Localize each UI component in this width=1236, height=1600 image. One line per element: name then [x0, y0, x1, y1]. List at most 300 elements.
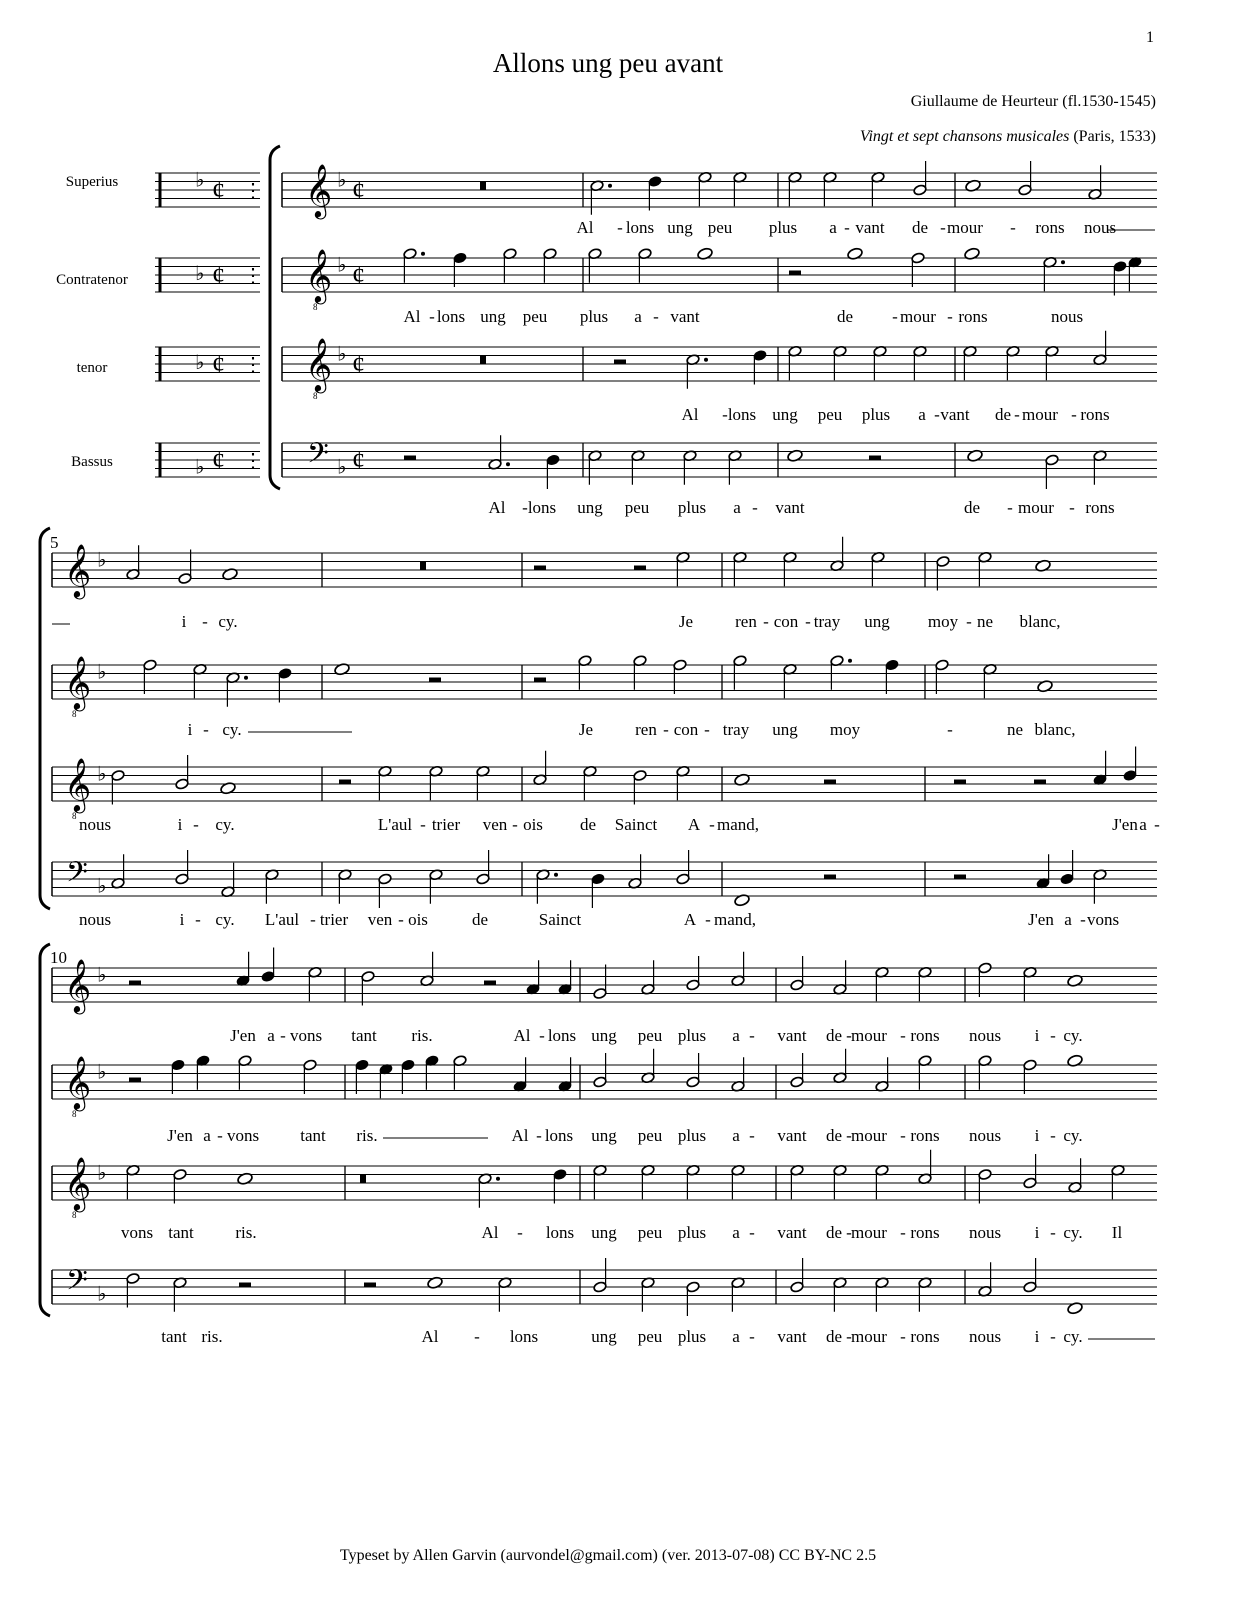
half-note — [175, 873, 189, 885]
lyric-syllable: a — [1139, 815, 1147, 834]
quarter-note — [401, 1059, 415, 1071]
lyric-syllable: plus — [677, 1026, 707, 1045]
lyric-syllable: ne — [976, 612, 994, 631]
lyric-syllable: mour — [851, 1223, 887, 1242]
lyric-syllable: ung — [591, 1026, 617, 1045]
lyric-syllable: - — [536, 1126, 542, 1145]
lyric-syllable: i — [181, 612, 187, 631]
half-note — [476, 873, 490, 885]
half-note — [911, 252, 925, 264]
lyric-syllable: - — [900, 1126, 906, 1145]
treble-clef: 𝄞 — [64, 657, 92, 708]
lyric-syllable: - — [900, 1223, 906, 1242]
half-note — [175, 778, 189, 790]
half-rest — [534, 678, 546, 683]
lyric-syllable: ris. — [201, 1327, 223, 1346]
flat-sign: ♭ — [195, 169, 205, 192]
lyric-syllable: mour — [947, 218, 983, 237]
lyric-syllable: peu — [637, 1223, 663, 1242]
lyric-syllable: a — [733, 498, 741, 517]
source-credit — [860, 128, 1156, 145]
lyric-syllable: - — [429, 307, 435, 326]
lyric-syllable: nous — [968, 1026, 1002, 1045]
half-note — [790, 1076, 804, 1088]
octave-marker: 8 — [72, 811, 77, 821]
flat-sign: ♭ — [97, 964, 107, 987]
lyric-syllable: ung — [591, 1223, 617, 1242]
lyric-syllable: tant — [161, 1327, 187, 1346]
mensuration-sign: ⋮ — [243, 450, 263, 472]
lyric-syllable: peu — [522, 307, 548, 326]
half-note — [978, 962, 992, 974]
lyric-syllable: - — [846, 1126, 852, 1145]
lyric-syllable: a — [1064, 910, 1072, 929]
lyric-syllable: vons — [289, 1026, 323, 1045]
lyric-syllable: - — [900, 1026, 906, 1045]
cut-time-sign: ¢ — [212, 176, 225, 205]
flat-sign: ♭ — [97, 661, 107, 684]
lyric-syllable: - — [900, 1327, 906, 1346]
lyric-syllable: peu — [624, 498, 650, 517]
half-note — [935, 659, 949, 671]
lyric-syllable: - — [203, 720, 209, 739]
lyric-syllable: Il — [1111, 1223, 1123, 1242]
source-publication: (Paris, 1533) — [1069, 128, 1156, 145]
lyric-syllable: - — [846, 1026, 852, 1045]
lyric-syllable: rons — [958, 307, 988, 326]
half-note — [111, 770, 125, 782]
lyric-syllable: nous — [968, 1327, 1002, 1346]
octave-marker: 8 — [313, 302, 318, 312]
lyric-syllable: lons — [509, 1327, 539, 1346]
half-rest — [364, 1283, 376, 1288]
lyric-syllable: peu — [707, 218, 733, 237]
system-bracket — [40, 944, 50, 1316]
lyric-syllable: - — [846, 1223, 852, 1242]
half-note — [126, 1273, 140, 1285]
voice-name-tenor: tenor — [76, 360, 108, 376]
half-rest — [824, 780, 836, 785]
half-note — [1018, 184, 1032, 196]
mensuration-sign: ⋮ — [243, 354, 263, 376]
cut-time-sign: ¢ — [212, 446, 225, 475]
flat-sign: ♭ — [97, 763, 107, 786]
lyric-syllable: vons — [226, 1126, 260, 1145]
bass-clef: 𝄢 — [66, 858, 88, 895]
lyric-syllable: Al — [511, 1126, 529, 1145]
quarter-note — [648, 176, 662, 188]
lyric-syllable: rons — [1080, 405, 1110, 424]
half-rest — [129, 1078, 141, 1083]
lyric-syllable: Al — [681, 405, 699, 424]
lyric-syllable: ung — [591, 1126, 617, 1145]
lyric-syllable: de — [579, 815, 597, 834]
lyric-syllable: mour — [900, 307, 936, 326]
voice-name-bassus: Bassus — [71, 454, 113, 470]
lyric-syllable: Al — [576, 218, 594, 237]
lyric-syllable: nous — [78, 815, 112, 834]
augmentation-dot — [506, 462, 510, 466]
lyric-syllable: mour — [1022, 405, 1058, 424]
half-rest — [429, 678, 441, 683]
treble-clef: 𝄞 — [64, 545, 92, 596]
lyric-syllable: vant — [777, 1126, 807, 1145]
lyric-syllable: - — [805, 612, 811, 631]
lyric-syllable: tant — [300, 1126, 326, 1145]
lyric-syllable: - — [1007, 498, 1013, 517]
lyric-syllable: rons — [910, 1126, 940, 1145]
lyric-syllable: - — [1050, 1327, 1056, 1346]
lyric-syllable: a — [203, 1126, 211, 1145]
lyric-syllable: de — [963, 498, 981, 517]
lyric-syllable: - — [310, 910, 316, 929]
flat-sign: ♭ — [97, 1283, 107, 1306]
lyric-syllable: - — [1071, 405, 1077, 424]
augmentation-dot — [244, 676, 248, 680]
lyric-syllable: tant — [351, 1026, 377, 1045]
lyric-syllable: L'aul — [377, 815, 413, 834]
half-note — [676, 873, 690, 885]
augmentation-dot — [848, 659, 852, 663]
half-note — [633, 770, 647, 782]
quarter-note — [753, 350, 767, 362]
lyric-syllable: - — [844, 218, 850, 237]
lyric-syllable: i — [179, 910, 185, 929]
half-note — [686, 1076, 700, 1088]
lyric-syllable: ne — [1006, 720, 1024, 739]
lyric-syllable: rons — [910, 1327, 940, 1346]
octave-marker: 8 — [72, 709, 77, 719]
lyric-syllable: - — [704, 720, 710, 739]
lyric-syllable: - — [749, 1126, 755, 1145]
lyric-syllable: moy — [829, 720, 861, 739]
lyric-syllable: cy. — [1063, 1327, 1083, 1346]
lyric-syllable: - — [1154, 815, 1160, 834]
half-note — [1023, 1059, 1037, 1071]
lyric-syllable: i — [177, 815, 183, 834]
lyric-syllable: ung — [772, 405, 798, 424]
lyric-syllable: - — [420, 815, 426, 834]
lyric-syllable: - — [722, 405, 728, 424]
lyric-syllable: cy. — [1063, 1026, 1083, 1045]
treble-clef: 𝄞 — [305, 339, 333, 390]
half-rest — [614, 360, 626, 365]
lyric-syllable: vant — [777, 1026, 807, 1045]
half-rest — [404, 456, 416, 461]
lyric-syllable: i — [1034, 1026, 1040, 1045]
lyric-syllable: a — [732, 1126, 740, 1145]
half-note — [978, 1169, 992, 1181]
lyric-syllable: de — [825, 1223, 843, 1242]
lyric-syllable: peu — [637, 1327, 663, 1346]
octave-marker: 8 — [72, 1109, 77, 1119]
lyric-syllable: con — [673, 720, 699, 739]
half-rest — [634, 566, 646, 571]
flat-sign: ♭ — [337, 456, 347, 479]
footer-credit: Typeset by Allen Garvin (aurvondel@gmail.com) (ver. 2013-07-08) CC BY-NC 2.5 — [339, 1547, 877, 1564]
lyric-syllable: - — [474, 1327, 480, 1346]
treble-clef: 𝄞 — [64, 759, 92, 810]
notation — [40, 146, 1160, 1346]
lyric-syllable: vant — [940, 405, 970, 424]
augmentation-dot — [1061, 260, 1065, 264]
half-note — [1045, 454, 1059, 466]
lyric-syllable: plus — [579, 307, 609, 326]
half-note — [378, 873, 392, 885]
lyric-syllable: Je — [678, 612, 694, 631]
half-rest — [954, 780, 966, 785]
flat-sign: ♭ — [97, 875, 107, 898]
breve-rest — [480, 356, 486, 365]
lyric-syllable: de — [471, 910, 489, 929]
lyric-syllable: mour — [851, 1327, 887, 1346]
lyric-syllable: J'en — [230, 1026, 256, 1045]
lyric-syllable: lons — [727, 405, 757, 424]
half-note — [593, 1076, 607, 1088]
quarter-note — [546, 454, 560, 466]
lyric-syllable: plus — [677, 1126, 707, 1145]
lyric-syllable: tant — [168, 1223, 194, 1242]
lyric-syllable: ois — [523, 815, 543, 834]
lyric-syllable: - — [966, 612, 972, 631]
lyric-syllable: i — [1034, 1223, 1040, 1242]
lyric-syllable: lons — [436, 307, 466, 326]
lyric-syllable: nous — [968, 1223, 1002, 1242]
treble-clef: 𝄞 — [64, 1057, 92, 1108]
quarter-note — [355, 1059, 369, 1071]
lyric-syllable: mour — [851, 1126, 887, 1145]
lyric-syllable: ung — [667, 218, 693, 237]
breve-rest — [480, 182, 486, 191]
augmentation-dot — [496, 1177, 500, 1181]
lyric-syllable: - — [749, 1327, 755, 1346]
lyric-syllable: - — [846, 1327, 852, 1346]
quarter-note — [261, 971, 275, 983]
lyric-syllable: ois — [408, 910, 428, 929]
lyric-syllable: L'aul — [264, 910, 300, 929]
lyric-syllable: ven — [367, 910, 393, 929]
lyric-syllable: - — [539, 1026, 545, 1045]
quarter-note — [453, 252, 467, 264]
lyric-syllable: - — [1050, 1126, 1056, 1145]
flat-sign: ♭ — [337, 343, 347, 366]
quarter-note — [171, 1059, 185, 1071]
lyric-syllable: rons — [910, 1223, 940, 1242]
lyric-syllable: ung — [864, 612, 890, 631]
lyric-syllable: - — [522, 498, 528, 517]
half-note — [303, 1059, 317, 1071]
lyric-syllable: ren — [735, 612, 757, 631]
lyric-syllable: - — [202, 612, 208, 631]
half-rest — [239, 1283, 251, 1288]
lyric-syllable: - — [1014, 405, 1020, 424]
lyric-syllable: a — [829, 218, 837, 237]
lyric-syllable: a — [732, 1327, 740, 1346]
voice-name-superius: Superius — [65, 174, 119, 190]
piece-title: Allons ung peu avant — [492, 48, 724, 78]
lyric-syllable: de — [825, 1026, 843, 1045]
lyric-syllable: ung — [577, 498, 603, 517]
lyric-syllable: - — [1050, 1026, 1056, 1045]
lyric-syllable: J'en — [167, 1126, 193, 1145]
half-note — [790, 1281, 804, 1293]
lyric-syllable: cy. — [218, 612, 238, 631]
treble-clef: 𝄞 — [305, 250, 333, 301]
lyric-syllable: - — [934, 405, 940, 424]
lyric-syllable: nous — [968, 1126, 1002, 1145]
flat-sign: ♭ — [97, 549, 107, 572]
lyric-syllable: ris. — [356, 1126, 378, 1145]
half-note — [178, 573, 192, 585]
lyric-syllable: - — [1080, 910, 1086, 929]
lyric-syllable: de — [994, 405, 1012, 424]
lyric-syllable: plus — [768, 218, 798, 237]
lyric-syllable: de — [825, 1327, 843, 1346]
treble-clef: 𝄞 — [64, 960, 92, 1011]
quarter-note — [591, 873, 605, 885]
augmentation-dot — [554, 873, 558, 877]
lyric-syllable: - — [398, 910, 404, 929]
lyric-syllable: ung — [480, 307, 506, 326]
half-note — [593, 1281, 607, 1293]
lyric-syllable: i — [1034, 1327, 1040, 1346]
lyric-syllable: - — [663, 720, 669, 739]
page-number: 1 — [1146, 29, 1154, 46]
quarter-note — [1060, 873, 1074, 885]
treble-clef: 𝄞 — [305, 165, 333, 216]
augmentation-dot — [608, 184, 612, 188]
half-rest — [824, 875, 836, 880]
half-note — [593, 988, 607, 1000]
lyric-syllable: J'en — [1028, 910, 1054, 929]
half-note — [790, 979, 804, 991]
quarter-note — [1113, 261, 1127, 273]
lyric-syllable: de — [911, 218, 929, 237]
composer-credit: Giullaume de Heurteur (fl.1530-1545) — [910, 93, 1156, 110]
measure-number: 5 — [50, 533, 59, 552]
lyric-syllable: peu — [817, 405, 843, 424]
lyric-syllable: cy. — [222, 720, 242, 739]
lyric-syllable: Al — [481, 1223, 499, 1242]
flat-sign: ♭ — [97, 1061, 107, 1084]
lyric-syllable: trier — [431, 815, 461, 834]
lyric-syllable: de — [825, 1126, 843, 1145]
lyric-syllable: peu — [637, 1126, 663, 1145]
lyric-syllable: nous — [78, 910, 112, 929]
lyric-syllable: - — [940, 218, 946, 237]
quarter-note — [278, 668, 292, 680]
lyric-syllable: plus — [677, 498, 707, 517]
lyric-syllable: vant — [775, 498, 805, 517]
lyric-syllable: vant — [777, 1327, 807, 1346]
lyric-syllable: - — [280, 1026, 286, 1045]
lyric-syllable: A — [683, 910, 697, 929]
lyric-syllable: - — [892, 307, 898, 326]
lyric-syllable: Al — [421, 1327, 439, 1346]
lyric-syllable: - — [1050, 1223, 1056, 1242]
half-note — [913, 184, 927, 196]
flat-sign: ♭ — [337, 254, 347, 277]
lyric-syllable: lons — [527, 498, 557, 517]
half-note — [686, 979, 700, 991]
half-note — [686, 1281, 700, 1293]
lyric-syllable: plus — [677, 1223, 707, 1242]
lyric-syllable: mand, — [713, 910, 757, 929]
lyric-syllable: - — [763, 612, 769, 631]
half-note — [673, 659, 687, 671]
lyric-syllable: Sainct — [614, 815, 658, 834]
system-bracket — [270, 146, 280, 489]
quarter-note — [885, 659, 899, 671]
lyric-syllable: lons — [547, 1026, 577, 1045]
half-rest — [129, 981, 141, 986]
lyric-syllable: - — [705, 910, 711, 929]
treble-clef: 𝄞 — [64, 1158, 92, 1209]
lyric-syllable: mour — [1018, 498, 1054, 517]
quarter-note — [553, 1169, 567, 1181]
lyric-syllable: blanc, — [1019, 612, 1061, 631]
half-rest — [534, 566, 546, 571]
lyric-syllable: moy — [927, 612, 959, 631]
augmentation-dot — [421, 252, 425, 256]
flat-sign: ♭ — [97, 1162, 107, 1185]
lyric-syllable: - — [709, 815, 715, 834]
lyric-syllable: blanc, — [1034, 720, 1076, 739]
lyric-syllable: - — [517, 1223, 523, 1242]
augmentation-dot — [704, 358, 708, 362]
mensuration-sign: ⋮ — [243, 265, 263, 287]
half-rest — [339, 780, 351, 785]
lyric-syllable: - — [512, 815, 518, 834]
lyric-syllable: i — [1034, 1126, 1040, 1145]
lyric-syllable: - — [653, 307, 659, 326]
flat-sign: ♭ — [195, 263, 205, 285]
half-rest — [1034, 780, 1046, 785]
voice-name-contratenor: Contratenor — [56, 272, 128, 288]
lyric-syllable: a — [732, 1026, 740, 1045]
half-rest — [869, 456, 881, 461]
cut-time-sign: ¢ — [352, 446, 365, 475]
flat-sign: ♭ — [195, 352, 205, 374]
lyric-syllable: - — [749, 1223, 755, 1242]
lyric-syllable: - — [195, 910, 201, 929]
source-title: Vingt et sept chansons musicales — [859, 128, 1070, 145]
lyric-syllable: ris. — [235, 1223, 257, 1242]
lyric-syllable: a — [634, 307, 642, 326]
lyric-syllable: vant — [777, 1223, 807, 1242]
lyric-syllable: cy. — [215, 910, 235, 929]
lyric-syllable: vant — [855, 218, 885, 237]
half-note — [361, 971, 375, 983]
quarter-note — [1123, 770, 1137, 782]
bass-clef: 𝄢 — [66, 1266, 88, 1303]
lyric-syllable: nous — [1083, 218, 1117, 237]
half-rest — [789, 271, 801, 276]
lyric-syllable: rons — [910, 1026, 940, 1045]
lyric-syllable: tray — [722, 720, 750, 739]
lyric-syllable: cy. — [215, 815, 235, 834]
flat-sign: ♭ — [195, 456, 205, 479]
cut-time-sign: ¢ — [352, 176, 365, 205]
lyric-syllable: plus — [861, 405, 891, 424]
half-note — [143, 659, 157, 671]
breve-rest — [420, 562, 426, 571]
lyric-syllable: lons — [625, 218, 655, 237]
half-rest — [484, 981, 496, 986]
lyric-syllable: Al — [488, 498, 506, 517]
lyric-syllable: A — [687, 815, 701, 834]
lyric-syllable: - — [1069, 498, 1075, 517]
